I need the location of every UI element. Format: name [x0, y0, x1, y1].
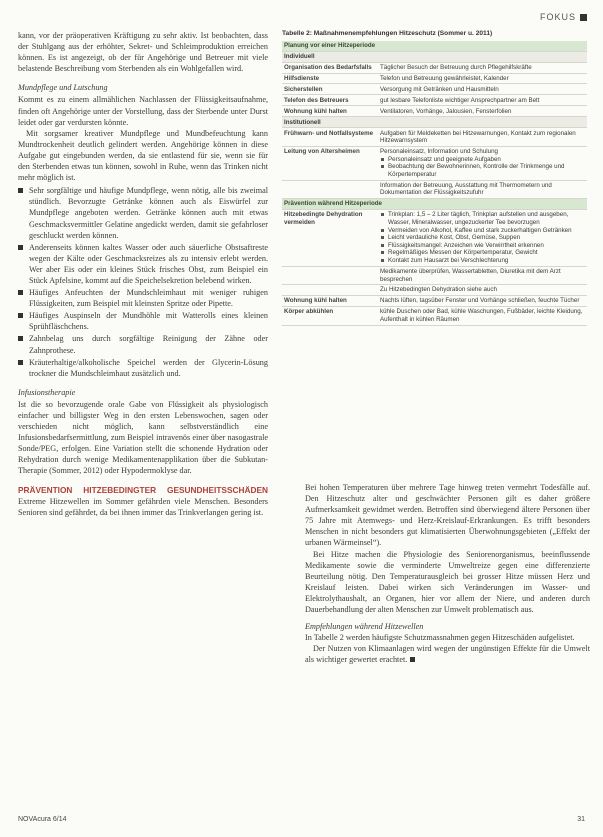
list-item: Anderenseits können kaltes Wasser oder auch säuerliche Obstsaftreste wegen der Kälte oder Geschmacksreizes als zu intensiv erlebt werden. Wer aber Eis oder ein kleines Stück frisches Obst, zum Beispiel ein Stück Apfelsine, kommt auf die Speichelsekretion belebend wirken. — [18, 242, 268, 286]
table-row: Wohnung kühl halten Ventilatoren, Vorhänge, Jalousien, Fensterfolien — [282, 106, 587, 117]
table-section-row: Planung vor einer Hitzeperiode — [282, 41, 587, 51]
list-item: Vermeiden von Alkohol, Kaffee und stark zuckerhaltigen Getränken — [380, 227, 585, 235]
journal-footer: NOVAcura 6/14 — [18, 816, 67, 823]
table-row: Medikamente überprüfen, Wassertabletten, Diuretika mit dem Arzt besprechen — [282, 266, 587, 285]
paragraph: Ist die so bevorzugende orale Gabe von Flüssigkeit als physiologisch einfacher und billigster Weg in den ersten Lebenswochen, sagen oder verschieden nicht möglich, kann selbstverständlich eine Infusionsbedarfsermittlung, zum Beispiel intravenös einer über nasogastrale Sonde/PEG, erfolgen. Eine Variation stellt die schonende Hydration oder Rehydration durch wenige Medikamentenapplikation über die Subkutan-Therapie (Sommer, 2012) oder Hypodermoklyse dar. — [18, 399, 268, 476]
cell-bullets — [380, 156, 585, 179]
subheading: Empfehlungen während Hitzewellen — [305, 622, 424, 632]
subheading: Infusionstherapie — [18, 387, 76, 397]
paragraph: Kommt es zu einem allmählichen Nachlassen der Flüssigkeitsaufnahme, finden oft Angehörige unter der Vorstellung, dass der Sterbende unter Durst leidet oder gar verdursten könnte. — [18, 95, 268, 127]
list-item: Regelmäßiges Messen der Körpertemperatur, Gewicht — [380, 249, 585, 257]
paragraph-text: Extreme Hitzewellen im Sommer gefährden viele Menschen. Besonders Senioren sind gefährdet, da bei ihnen immer das Trinkverlangen gering ist. — [18, 496, 268, 517]
list-item: Kräuterhaltige/alkoholische Speichel werden der Glycerin-Lösung trockner die Mundschleimhaut zusätzlich und. — [18, 357, 268, 379]
table-row: Organisation des Bedarfsfalls Täglicher Besuch der Betreuung durch Pflegehilfskräfte — [282, 62, 587, 73]
subheading: Mundpflege und Lutschung — [18, 83, 108, 93]
paragraph: kann, vor der präoperativen Kräftigung zu sehr aktiv. Ist beobachten, dass der Stuhlgang aus der erhöhter, Sekret- und Schleimproduktion erreichen können. Es ist angezeigt, ob der für Angehörige und Betreuer mit viele belastende Beschreibung vom Sterbenden als ein Wohlgefallen wird. — [18, 31, 268, 74]
paragraph — [305, 643, 590, 665]
table-row: Telefon des Betreuers gut lesbare Telefonliste wichtiger Ansprechpartner am Bett — [282, 95, 587, 106]
left-column — [18, 30, 268, 518]
paragraph: Mit sorgsamer kreativer Mundpflege und Mundbefeuchtung kann Mundtrockenheit deutlich gelindert werden. Angehörige können in diese Aufgabe gut eingebunden werden, da sie entlastend für sie, wenn sie für den Sterbenden etwas tun können, sowohl in Ruhe, wenn das Trinken nicht mehr möglich ist. — [18, 128, 268, 183]
table-row: Zu Hitzebedingten Dehydration siehe auch — [282, 285, 587, 296]
list-item: Zahnbelag uns durch sorgfältige Reinigung der Zähne oder Zahnprothese. — [18, 333, 268, 355]
list-item: Trinkplan: 1,5 – 2 Liter täglich, Trinkplan aufstellen und ausgeben, Wasser, Mineralwasser, ungezuckerter Tee bevorzugen — [380, 211, 585, 226]
table-row: Leitung von Altersheimen Personaleinsatz, Information und Schulung Personaleinsatz und geeignete Aufgaben Beobachtung der Bewohnerinnen, Kontrolle der Trinkmenge und Körpertemperatur — [282, 146, 587, 180]
paragraph — [18, 485, 268, 518]
table-row: Information der Betreuung, Ausstattung mit Thermometern und Dokumentation der Flüssigkeitszufuhr — [282, 180, 587, 199]
table-caption: Tabelle 2: Maßnahmenempfehlungen Hitzeschutz (Sommer u. 2011) — [282, 30, 493, 37]
table-row: Sicherstellen Versorgung mit Getränken und Hausmitteln — [282, 84, 587, 95]
section-heading: PRÄVENTION HITZEBEDINGTER GESUNDHEITSSCHÄDEN — [18, 484, 268, 495]
square-icon — [580, 14, 587, 21]
page-number: 31 — [577, 816, 585, 823]
list-item: Beobachtung der Bewohnerinnen, Kontrolle der Trinkmenge und Körpertemperatur — [380, 163, 585, 178]
right-column — [305, 482, 590, 666]
table-row: Körper abkühlen kühle Duschen oder Bad, kühle Waschungen, Fußbäder, leichte Kleidung, Aufenthalt in kühlen Räumen — [282, 307, 587, 326]
section-tag: FOKUS — [540, 12, 587, 22]
list-item: Kontakt zum Hausarzt bei Verschlechterung — [380, 257, 585, 265]
end-square-icon — [410, 657, 415, 662]
bullet-list — [18, 185, 268, 379]
table-subsection-row: Institutionell — [282, 117, 587, 128]
list-item: Flüssigkeitsmangel: Anzeichen wie Verwirrtheit erkennen — [380, 242, 585, 250]
cell-bullets — [380, 211, 585, 264]
list-item: Personaleinsatz und geeignete Aufgaben — [380, 156, 585, 164]
list-item: Sehr sorgfältige und häufige Mundpflege, wenn nötig, alle bis zweimal stündlich. Bevorzugte Getränke können auch als Eiswürfel zur Mundpflege angeboten werden. Getränke können auch mit etwas Geschmacksvermittler Gelatine angedickt werden, damit sie gefahrloser geschluckt werden können. — [18, 185, 268, 240]
table-section-row: Prävention während Hitzeperiode — [282, 199, 587, 210]
measures-table — [282, 41, 587, 326]
list-item: Häufiges Auspinseln der Mundhöhle mit Watterolls eines kleinen Sprühfläschchens. — [18, 310, 268, 332]
paragraph: In Tabelle 2 werden häufigste Schutzmassnahmen gegen Hitzeschäden aufgelistet. — [305, 633, 575, 643]
table-row: Frühwarn- und Notfallsysteme Aufgaben für Meldeketten bei Hitzewarnungen, Kontakt zum regionalen Hitzewarnsystem — [282, 128, 587, 147]
paragraph: Bei Hitze machen die Physiologie des Seniorenorganismus, beeinflussende Medikamente sowie die verminderte Umweltreize gegen eine differenzierte Beurteilung nötig. Den Temperaturausgleich bei grosser Hitze müssen Herz und Kreislauf leisten. Dabei wirken sich Veränderungen im Wasser- und Elektrolythaushalt, an Organen, hier vor allem der Niere, und anderen durch Dauerbehandlung der alten Menschen zur Umwelt problematisch aus. — [305, 549, 590, 615]
table-subsection-row: Individuell — [282, 51, 587, 62]
cell-text: Personaleinsatz, Information und Schulung — [380, 148, 498, 156]
paragraph-text: Der Nutzen von Klimaanlagen wird wegen der ungünstigen Effekte für die Umwelt als wichtiger gewertet erachtet. — [305, 644, 590, 665]
list-item: Häufiges Anfeuchten der Mundschleimhaut mit weniger ruhigen Flüssigkeiten, zum Beispiel mit kleinsten Spritze oder Pipette. — [18, 287, 268, 309]
table-row: Hitzebedingte Dehydration vermeiden Trinkplan: 1,5 – 2 Liter täglich, Trinkplan aufstellen und ausgeben, Wasser, Mineralwasser, ungezuckerter Tee bevorzugen Vermeiden von Alkohol, Kaffee und stark zuckerhaltigen Getränken Leicht verdauliche Kost, Obst, Gemüse, Suppen Flüssigkeitsmangel: Anzeichen wie Verwirrtheit erkennen Regelmäßiges Messen der Körpertemperatur, Gewicht Kontakt zum Hausarzt bei Verschlechterung — [282, 210, 587, 267]
list-item: Leicht verdauliche Kost, Obst, Gemüse, Suppen — [380, 234, 585, 242]
table-row: Wohnung kühl halten Nachts lüften, tagsüber Fenster und Vorhänge schließen, feuchte Tücher — [282, 296, 587, 307]
table-row: Hilfsdienste Telefon und Betreuung gewährleistet, Kalender — [282, 73, 587, 84]
table-2 — [282, 30, 587, 326]
paragraph: Bei hohen Temperaturen über mehrere Tage hinweg treten vermehrt Todesfälle auf. Den Hitzeschutz alter und geschwächter Personen gilt es daher größere Aufmerksamkeit gewidmet werden. Betroffen sind überwiegend ältere Personen über 75 Jahre mit Atemwegs- und Herz-Kreislauf-Erkrankungen. Es trifft besonders Menschen in nicht besonders gut klimatisierten Überwohnungsgebieten („Effekt der urbanen Wärmeinsel“). — [305, 483, 590, 548]
